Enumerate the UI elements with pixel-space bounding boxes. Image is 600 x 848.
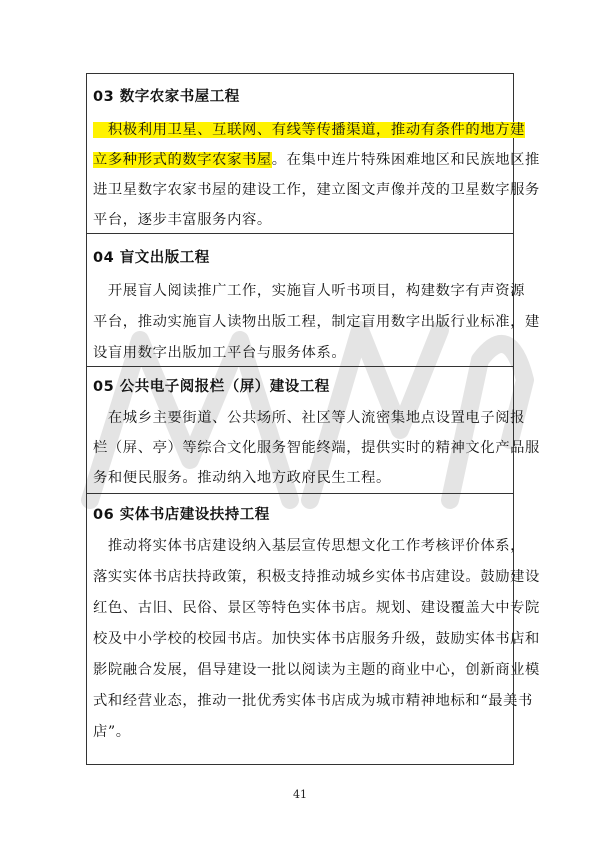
text-line: 栏（屏、亭）等综合文化服务智能终端，提供实时的精神文化产品服 [93, 440, 540, 456]
section-title: 06 实体书店建设扶持工程 [93, 507, 270, 523]
section-title: 04 盲文出版工程 [93, 250, 210, 266]
text-line: 立多种形式的数字农家书屋。在集中连片特殊困难地区和民族地区推 [93, 152, 540, 168]
section-braille-publishing [87, 234, 540, 367]
text-line: 平台，逐步丰富服务内容。 [93, 212, 272, 228]
section-digital-farm-library [87, 74, 540, 234]
text-line: 推动将实体书店建设纳入基层宣传思想文化工作考核评价体系， [93, 538, 526, 554]
text-line: 店”。 [93, 724, 131, 740]
text-line: 务和便民服务。推动纳入地方政府民生工程。 [93, 470, 391, 486]
text-line: 进卫星数字农家书屋的建设工作，建立图文声像并茂的卫星数字服务 [93, 182, 540, 198]
section-title: 05 公共电子阅报栏（屏）建设工程 [93, 379, 330, 395]
text-line: 开展盲人阅读推广工作，实施盲人听书项目，构建数字有声资源 [93, 283, 526, 299]
page-number: 41 [293, 788, 307, 801]
text-line: 影院融合发展，倡导建设一批以阅读为主题的商业中心，创新商业模 [93, 662, 540, 678]
text-line: 红色、古旧、民俗、景区等特色实体书店。规划、建设覆盖大中专院 [93, 600, 540, 616]
text-line: 积极利用卫星、互联网、有线等传播渠道，推动有条件的地方建 [93, 122, 526, 138]
section-e-newspaper-board [87, 367, 540, 494]
content-table [86, 73, 540, 765]
section-title: 03 数字农家书屋工程 [93, 89, 240, 105]
text-line: 落实实体书店扶持政策，积极支持推动城乡实体书店建设。鼓励建设 [93, 569, 540, 585]
text-line: 设盲用数字出版加工平台与服务体系。 [93, 345, 347, 361]
text-line: 校及中小学校的校园书店。加快实体书店服务升级，鼓励实体书店和 [93, 631, 540, 647]
section-bookstore-support [87, 494, 540, 764]
text-line: 式和经营业态，推动一批优秀实体书店成为城市精神地标和“最美书 [93, 693, 533, 709]
text-line: 平台，推动实施盲人读物出版工程，制定盲用数字出版行业标准，建 [93, 314, 540, 330]
text-line: 在城乡主要街道、公共场所、社区等人流密集地点设置电子阅报 [93, 410, 526, 426]
